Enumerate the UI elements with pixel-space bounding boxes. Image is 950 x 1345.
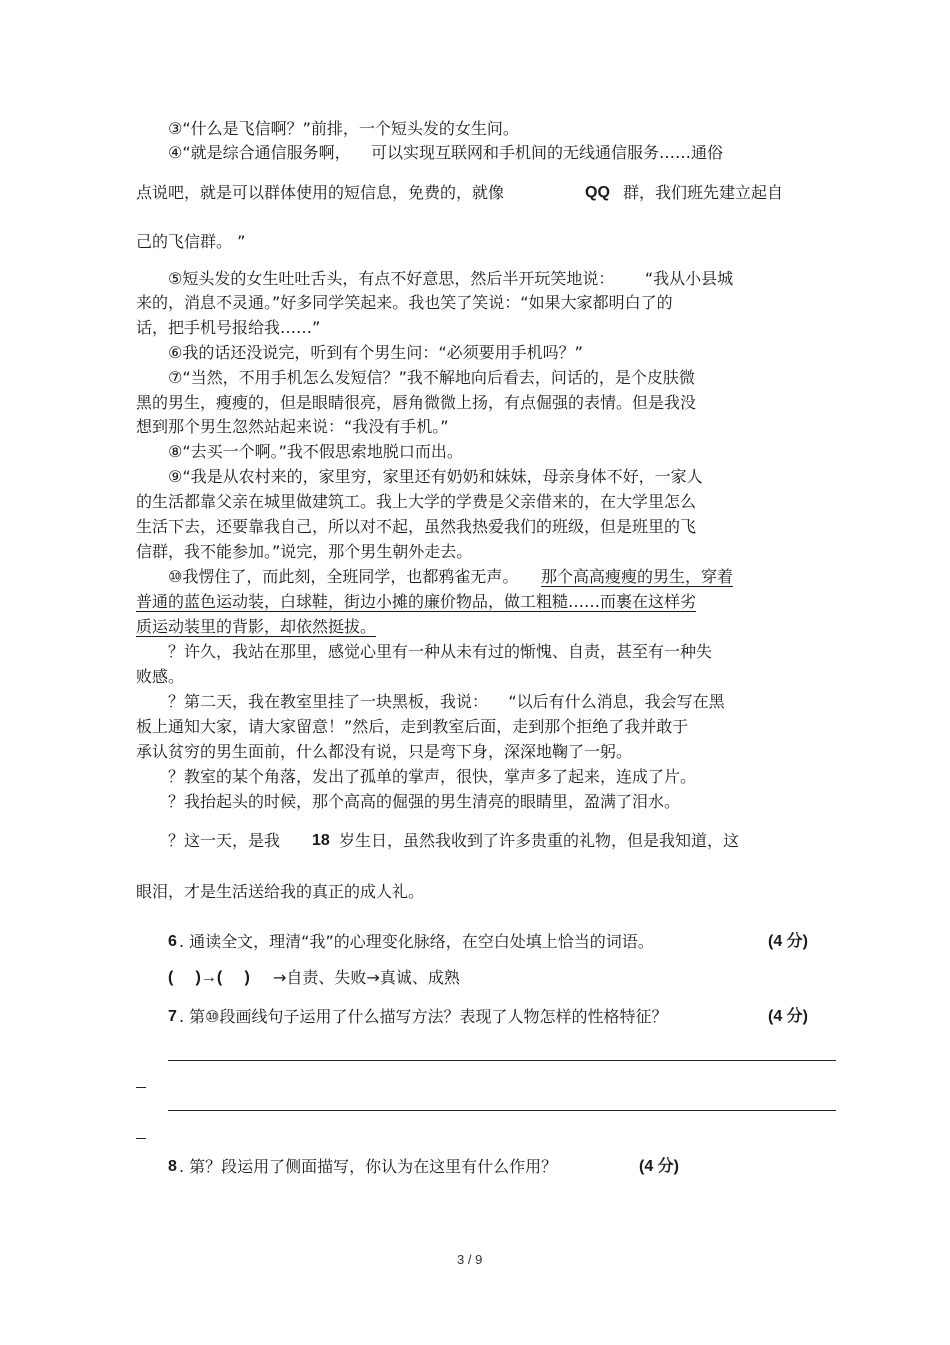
paragraph-12-line-3: 承认贫穷的男生面前，什么都没有说，只是弯下身，深深地鞠了一躬。 [136, 742, 633, 761]
paragraph-15-line-1a: ？这一天，是我 [168, 831, 281, 850]
paragraph-8: ⑧“去买一个啊。”我不假思索地脱口而出。 [168, 442, 463, 461]
question-7-number: 7 [168, 1008, 177, 1025]
paragraph-15-line-2: 眼泪，才是生活送给我的真正的成人礼。 [136, 882, 425, 901]
paragraph-7-line-2: 黑的男生，瘦瘦的，但是眼睛很亮，唇角微微上扬，有点倔强的表情。但是我没 [136, 393, 697, 412]
paragraph-10-line-1a: ⑩我愣住了，而此刻，全班同学，也都鸦雀无声。 [168, 567, 519, 586]
answer-line-1[interactable] [168, 1060, 836, 1061]
question-8-score: (4 分) [639, 1158, 680, 1175]
paragraph-10-underlined-3: 质运动装里的背影，却依然挺拔。 [136, 617, 377, 636]
paragraph-13: ？教室的某个角落，发出了孤单的掌声，很快，掌声多了起来，连成了片。 [168, 767, 697, 786]
paragraph-14: ？我抬起头的时候，那个高高的倔强的男生清亮的眼睛里，盈满了泪水。 [168, 792, 681, 811]
question-8-number: 8 [168, 1158, 177, 1175]
paragraph-3: ③“什么是飞信啊？”前排，一个短头发的女生问。 [168, 119, 519, 138]
paragraph-4-line-1: ④“就是综合通信服务啊， 可以实现互联网和手机间的无线通信服务……通俗 [168, 143, 723, 162]
paragraph-7-line-3: 想到那个男生忽然站起来说：“我没有手机。” [136, 417, 449, 436]
paragraph-12-line-1: ？第二天，我在教室里挂了一块黑板，我说： “以后有什么消息，我会写在黑 [168, 692, 725, 711]
paragraph-9-line-4: 信群，我不能参加。”说完，那个男生朝外走去。 [136, 542, 473, 561]
paragraph-4-line-2a: 点说吧，就是可以群体使用的短信息，免费的，就像 [136, 183, 505, 202]
paragraph-5-line-1: ⑤短头发的女生吐吐舌头，有点不好意思，然后半开玩笑地说： “我从小县城 [168, 269, 734, 288]
paragraph-9-line-3: 生活下去，还要靠我自己，所以对不起，虽然我热爱我们的班级，但是班里的飞 [136, 517, 697, 536]
answer-line-2[interactable] [168, 1110, 836, 1111]
paragraph-15-line-1b: 岁生日，虽然我收到了许多贵重的礼物，但是我知道，这 [339, 831, 740, 850]
paragraph-7-line-1: ⑦“当然，不用手机怎么发短信？”我不解地向后看去，问话的，是个皮肤微 [168, 368, 695, 387]
question-8-text: . 第？段运用了侧面描写，你认为在这里有什么作用？ [179, 1157, 558, 1176]
paragraph-11-line-1: ？许久，我站在那里，感觉心里有一种从未有过的惭愧、自责，甚至有一种失 [168, 642, 713, 661]
answer-line-1-tail [136, 1087, 146, 1088]
paragraph-10-underlined-2: 普通的蓝色运动装，白球鞋，街边小摊的廉价物品，做工粗糙……而裹在这样劣 [136, 592, 697, 611]
paragraph-11-line-2: 败感。 [136, 667, 185, 686]
answer-line-2-tail [136, 1138, 146, 1139]
paragraph-12-line-2: 板上通知大家，请大家留意！”然后，走到教室后面，走到那个拒绝了我并敢于 [136, 717, 689, 736]
paragraph-5-line-3: 话，把手机号报给我……” [136, 318, 321, 337]
question-6-blanks: ( )→( ) [168, 969, 250, 986]
paragraph-4-line-2b: 群，我们班先建立起自 [623, 183, 784, 202]
paragraph-4-qq: QQ [585, 184, 610, 201]
question-6-sequence: →自责、失败→真诚、成熟 [273, 968, 460, 987]
question-6-number: 6 [168, 933, 177, 950]
paragraph-5-line-2: 来的，消息不灵通。”好多同学笑起来。我也笑了笑说：“如果大家都明白了的 [136, 293, 673, 312]
paragraph-10-underlined-1: 那个高高瘦瘦的男生，穿着 [541, 567, 734, 586]
paragraph-9-line-2: 的生活都靠父亲在城里做建筑工。我上大学的学费是父亲借来的，在大学里怎么 [136, 492, 697, 511]
paragraph-6: ⑥我的话还没说完，听到有个男生问：“必须要用手机吗？” [168, 343, 583, 362]
page-number: 3 / 9 [457, 1252, 483, 1267]
question-7-score: (4 分) [768, 1008, 809, 1025]
paragraph-15-age: 18 [312, 832, 330, 849]
paragraph-4-line-3: 己的飞信群。 ” [136, 232, 246, 251]
question-7-text: . 第⑩段画线句子运用了什么描写方法？表现了人物怎样的性格特征？ [179, 1007, 668, 1026]
question-6-score: (4 分) [768, 933, 809, 950]
question-6-text: . 通读全文，理清“我”的心理变化脉络，在空白处填上恰当的词语。 [179, 932, 654, 951]
paragraph-9-line-1: ⑨“我是从农村来的，家里穷，家里还有奶奶和妹妹，母亲身体不好，一家人 [168, 467, 703, 486]
